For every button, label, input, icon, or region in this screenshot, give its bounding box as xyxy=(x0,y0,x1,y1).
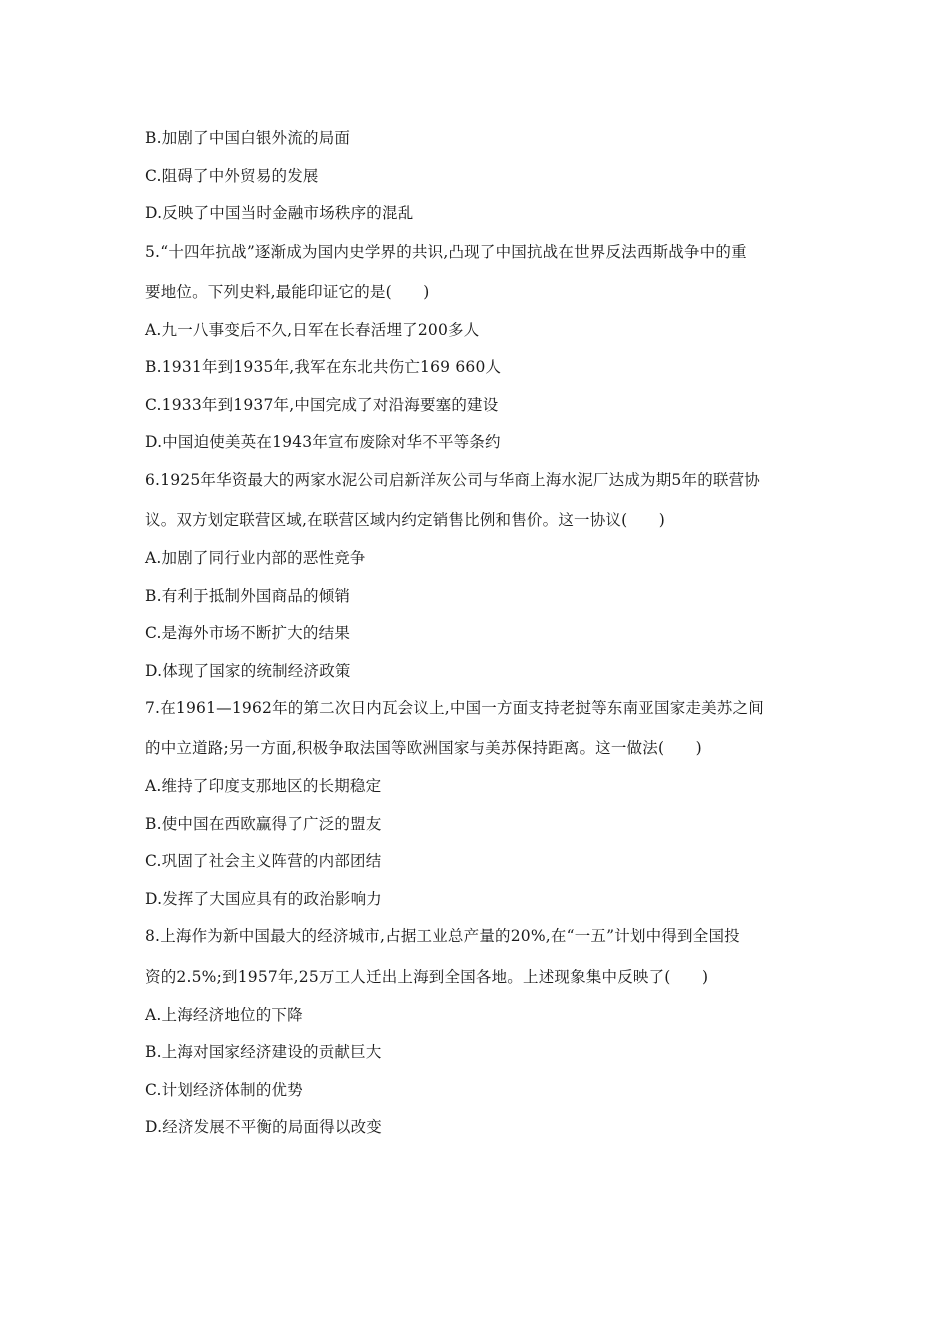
q8-stem-line-2: 资的2.5%;到1957年,25万工人迁出上海到全国各地。上述现象集中反映了( ) xyxy=(145,968,709,986)
q4-option-d: D.反映了中国当时金融市场秩序的混乱 xyxy=(145,204,414,222)
q4-option-b: B.加剧了中国白银外流的局面 xyxy=(145,129,351,147)
q7-option-b: B.使中国在西欧赢得了广泛的盟友 xyxy=(145,815,382,833)
q5-option-a: A.九一八事变后不久,日军在长春活埋了200多人 xyxy=(145,321,480,339)
q6-option-d: D.体现了国家的统制经济政策 xyxy=(145,662,351,680)
q6-stem-line-2: 议。双方划定联营区域,在联营区域内约定销售比例和售价。这一协议( ) xyxy=(145,511,666,529)
q7-stem-line-1: 7.在1961—1962年的第二次日内瓦会议上,中国一方面支持老挝等东南亚国家走美苏之间 xyxy=(145,699,764,717)
q8-option-a: A.上海经济地位的下降 xyxy=(145,1006,303,1024)
q8-stem-line-1: 8.上海作为新中国最大的经济城市,占据工业总产量的20%,在“一五”计划中得到全国投 xyxy=(145,927,740,945)
q8-option-b: B.上海对国家经济建设的贡献巨大 xyxy=(145,1043,382,1061)
q5-stem-line-2: 要地位。下列史料,最能印证它的是( ) xyxy=(145,283,430,301)
q6-option-b: B.有利于抵制外国商品的倾销 xyxy=(145,587,351,605)
q5-stem-line-1: 5.“十四年抗战”逐渐成为国内史学界的共识,凸现了中国抗战在世界反法西斯战争中的重 xyxy=(145,243,747,261)
q5-option-b: B.1931年到1935年,我军在东北共伤亡169 660人 xyxy=(145,358,502,376)
q7-option-c: C.巩固了社会主义阵营的内部团结 xyxy=(145,852,382,870)
q6-stem-line-1: 6.1925年华资最大的两家水泥公司启新洋灰公司与华商上海水泥厂达成为期5年的联营协 xyxy=(145,471,760,489)
q7-option-d: D.发挥了大国应具有的政治影响力 xyxy=(145,890,383,908)
q6-option-c: C.是海外市场不断扩大的结果 xyxy=(145,624,351,642)
q8-option-c: C.计划经济体制的优势 xyxy=(145,1081,303,1099)
q7-option-a: A.维持了印度支那地区的长期稳定 xyxy=(145,777,382,795)
q8-option-d: D.经济发展不平衡的局面得以改变 xyxy=(145,1118,383,1136)
q7-stem-line-2: 的中立道路;另一方面,积极争取法国等欧洲国家与美苏保持距离。这一做法( ) xyxy=(145,739,702,757)
q6-option-a: A.加剧了同行业内部的恶性竞争 xyxy=(145,549,366,567)
q4-option-c: C.阻碍了中外贸易的发展 xyxy=(145,167,319,185)
q5-option-c: C.1933年到1937年,中国完成了对沿海要塞的建设 xyxy=(145,396,499,414)
q5-option-d: D.中国迫使美英在1943年宣布废除对华不平等条约 xyxy=(145,433,501,451)
